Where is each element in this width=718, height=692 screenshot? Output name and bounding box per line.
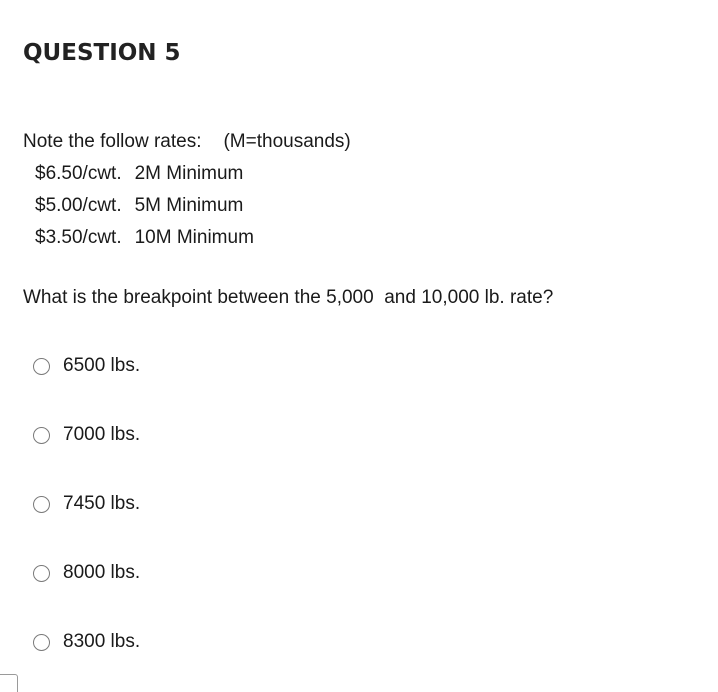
answer-label[interactable]: 7450 lbs. bbox=[63, 493, 141, 514]
answer-label[interactable]: 8000 lbs. bbox=[63, 562, 141, 583]
answer-option-4[interactable] bbox=[33, 558, 140, 588]
question-heading: QUESTION 5 bbox=[23, 40, 181, 66]
answer-option-3[interactable] bbox=[33, 489, 140, 519]
radio-button[interactable] bbox=[33, 634, 50, 651]
answer-options bbox=[33, 351, 140, 692]
radio-button[interactable] bbox=[33, 358, 50, 375]
rate-minimum: 5M Minimum bbox=[134, 195, 244, 216]
answer-label[interactable]: 8300 lbs. bbox=[63, 631, 141, 652]
radio-button[interactable] bbox=[33, 496, 50, 513]
answer-option-2[interactable] bbox=[33, 420, 140, 450]
question-prompt: What is the breakpoint between the 5,000 and 10,000 lb. rate? bbox=[23, 287, 554, 308]
rate-price: $3.50/cwt. bbox=[35, 227, 122, 248]
radio-button[interactable] bbox=[33, 565, 50, 582]
rate-price: $5.00/cwt. bbox=[35, 195, 122, 216]
rate-line-3 bbox=[23, 222, 351, 254]
rate-minimum: 2M Minimum bbox=[134, 163, 244, 184]
question-rates-block bbox=[23, 126, 351, 254]
rate-line-1 bbox=[23, 158, 351, 190]
rate-price: $6.50/cwt. bbox=[35, 163, 122, 184]
answer-option-1[interactable] bbox=[33, 351, 140, 381]
answer-option-5[interactable] bbox=[33, 627, 140, 657]
rate-line-2 bbox=[23, 190, 351, 222]
rate-minimum: 10M Minimum bbox=[134, 227, 254, 248]
rates-note-prefix: Note the follow rates: bbox=[23, 131, 202, 152]
answer-label[interactable]: 6500 lbs. bbox=[63, 355, 141, 376]
radio-button[interactable] bbox=[33, 427, 50, 444]
corner-tab bbox=[0, 674, 18, 692]
rates-note-suffix: (M=thousands) bbox=[223, 131, 351, 152]
answer-label[interactable]: 7000 lbs. bbox=[63, 424, 141, 445]
rates-note bbox=[23, 126, 351, 158]
